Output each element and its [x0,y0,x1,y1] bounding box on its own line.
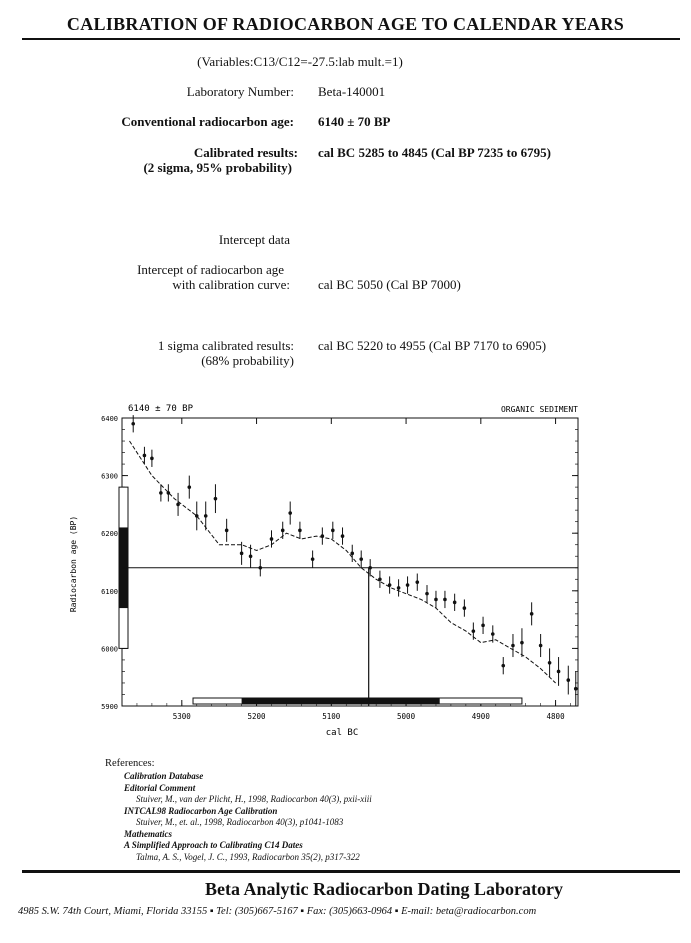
title-rule [22,38,680,40]
footer-lab-name: Beta Analytic Radiocarbon Dating Laboratory [205,879,563,899]
reference-line: Calibration Database [124,771,204,781]
reference-line: Stuiver, M., et. al., 1998, Radiocarbon 40(3), p1041-1083 [136,817,344,827]
conventional-age-value: 6140 ± 70 BP [318,114,391,129]
data-point [463,606,467,610]
calibrated-sublabel: (2 sigma, 95% probability) [143,160,292,175]
intercept-heading: Intercept data [218,232,290,247]
x-tick-label: 5100 [322,712,341,721]
reference-line: INTCAL98 Radiocarbon Age Calibration [124,805,278,816]
one-sigma-label-1: 1 sigma calibrated results: [157,338,294,353]
footer-rule [22,870,680,873]
data-point [481,624,485,628]
data-point [225,529,229,533]
data-point [425,592,429,596]
x-tick-label: 5300 [172,712,191,721]
x-tick-label: 5200 [247,712,266,721]
y-tick-label: 6100 [101,587,118,596]
variables-line: (Variables:C13/C12=-27.5:lab mult.=1) [197,54,403,69]
data-point [281,529,285,533]
data-point [150,457,154,461]
data-point [539,644,543,648]
one-sigma-range-bar [242,698,440,704]
intercept-value: cal BC 5050 (Cal BP 7000) [318,277,461,292]
conventional-age-label: Conventional radiocarbon age: [121,114,294,129]
data-point [472,629,476,633]
data-point [415,580,419,584]
data-point [249,554,253,558]
y-tick-label: 6400 [101,415,118,423]
y-tick-label: 6200 [101,530,118,539]
data-point [331,529,335,533]
data-point [258,566,262,570]
intercept-label-2: with calibration curve: [172,277,290,292]
data-point [434,598,438,602]
y-tick-label: 6000 [101,645,118,654]
data-point [443,598,447,602]
data-point [167,491,171,495]
data-point [350,552,354,556]
data-point [187,485,191,489]
data-point [397,586,401,590]
reference-line: Stuiver, M., van der Plicht, H., 1998, Radiocarbon 40(3), pxii-xiii [136,794,372,804]
data-point [406,583,410,587]
x-tick-label: 4900 [471,712,490,721]
one-sigma-value: cal BC 5220 to 4955 (Cal BP 7170 to 6905) [318,338,547,353]
data-point [368,566,372,570]
y-tick-label: 6300 [101,472,118,481]
data-point [501,664,505,668]
data-point [388,583,392,587]
data-point [453,601,457,605]
data-point [574,687,578,691]
footer-address: 4985 S.W. 74th Court, Miami, Florida 33155 ▪ Tel: (305)667-5167 ▪ Fax: (305)663-0964 ▪ E-mail: beta@radiocarbon.com [18,906,537,917]
data-point [359,557,363,561]
reference-line: Editorial Comment [124,782,196,793]
intercept-label-1: Intercept of radiocarbon age [137,262,284,277]
x-tick-label: 5000 [397,712,416,721]
data-point [159,491,163,495]
data-point [321,534,325,538]
data-point [341,534,345,538]
data-point [298,529,302,533]
references-heading: References: [105,758,155,769]
data-point [311,557,315,561]
x-tick-label: 4800 [546,712,565,721]
reference-line: Mathematics [124,828,173,839]
one-sigma-label-2: (68% probability) [201,353,294,368]
data-point [204,514,208,518]
data-point [195,514,199,518]
lab-number-value: Beta-140001 [318,84,386,99]
reference-line: Talma, A. S., Vogel, J. C., 1993, Radiocarbon 35(2), p317-322 [136,851,360,862]
y-axis-label: Radiocarbon age (BP) [69,515,78,613]
data-point [520,641,524,645]
calibrated-value: cal BC 5285 to 4845 (Cal BP 7235 to 6795) [318,145,551,160]
chart-title: 6140 ± 70 BP [128,404,194,414]
y-tick-label: 5900 [101,703,118,711]
calibrated-label: Calibrated results: [193,145,298,160]
data-point [511,644,515,648]
chart-subtitle: ORGANIC SEDIMENT [500,405,578,414]
data-point [548,661,552,665]
data-point [131,422,135,426]
x-axis-label: cal BC [325,728,359,738]
data-point [378,577,382,581]
data-point [214,497,218,501]
data-point [288,511,292,515]
data-point [176,503,180,507]
data-point [270,537,274,541]
data-point [143,454,147,458]
document-title: CALIBRATION OF RADIOCARBON AGE TO CALENDAR YEARS [66,14,625,34]
data-point [557,670,561,674]
data-point [566,678,570,682]
reference-line: A Simplified Approach to Calibrating C14 Dates [124,840,303,850]
calibration-chart [60,398,590,743]
plot-frame [122,418,578,706]
lab-number-label: Laboratory Number: [186,84,294,99]
data-point [530,612,534,616]
data-point [240,552,244,556]
calibration-curve [130,441,556,683]
data-point [491,632,495,636]
